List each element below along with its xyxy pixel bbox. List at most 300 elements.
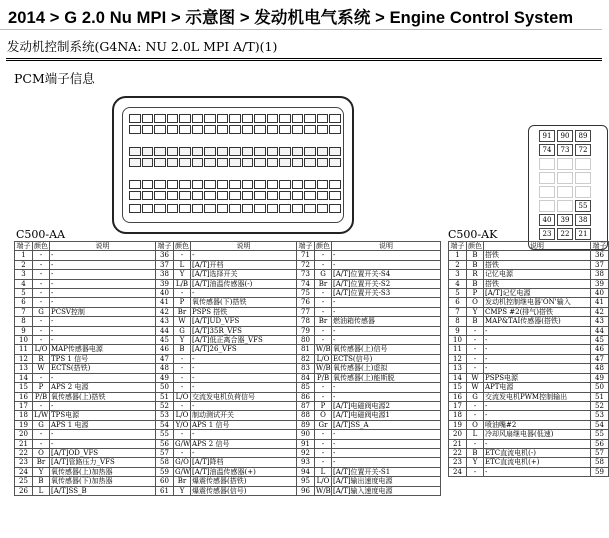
cell-color: G: [33, 420, 50, 429]
cell-desc: [A/T]降档: [191, 458, 297, 467]
connector-pin: [242, 147, 254, 156]
connector-pin: [329, 204, 341, 213]
connector-pin: [279, 158, 291, 167]
cell-color: L/B: [174, 279, 191, 288]
cell-color: L: [33, 486, 50, 495]
cell-color: W/B: [316, 486, 331, 495]
cell-color: -: [467, 364, 484, 373]
cell-pin: 56: [591, 439, 609, 448]
cell-desc: -: [484, 345, 591, 354]
cell-desc: -: [332, 439, 441, 448]
cell-desc: [A/T]管路压力_VFS: [50, 458, 156, 467]
connector-b-pin: [557, 200, 573, 212]
cell-pin: 14: [449, 373, 467, 382]
cell-desc: 燃油箱传感器: [332, 317, 441, 326]
table-header-row: [449, 242, 609, 251]
pin-row: [129, 125, 341, 134]
connector-pin: [242, 191, 254, 200]
cell-pin: 2: [15, 260, 33, 269]
cell-color: -: [315, 326, 332, 335]
cell-pin: 13: [449, 364, 467, 373]
cell-pin: 37: [156, 260, 174, 269]
cell-pin: 12: [15, 354, 33, 363]
cell-pin: 46: [156, 345, 174, 354]
cell-color: -: [174, 364, 191, 373]
cell-pin: 22: [15, 448, 33, 457]
connector-pin: [254, 191, 266, 200]
cell-desc: ETC直流电机(+): [484, 458, 591, 467]
connector-pin: [267, 180, 279, 189]
cell-desc: 搭铁: [484, 251, 591, 260]
cell-color: Br: [315, 317, 332, 326]
cell-color: -: [467, 401, 484, 410]
connector-b-pin: 40: [539, 214, 555, 226]
color-header: 颜色: [316, 242, 330, 250]
connector-pin: [192, 147, 204, 156]
cell-color: P/B: [315, 373, 332, 382]
cell-color: Y/O: [174, 420, 191, 429]
cell-pin: 17: [15, 401, 33, 410]
cell-pin: 40: [591, 289, 609, 298]
cell-pin: 86: [297, 392, 315, 401]
cell-desc: APS 2 信号: [191, 439, 297, 448]
table-row: [15, 354, 441, 363]
cell-pin: 38: [591, 270, 609, 279]
cell-desc: 氧传感器(上)虚拟: [332, 364, 441, 373]
cell-desc: -: [50, 373, 156, 382]
cell-pin: 50: [156, 383, 174, 392]
cell-color: L/W: [34, 411, 49, 420]
cell-pin: 36: [156, 251, 174, 260]
cell-desc: CMPS #2(排气)搭铁: [484, 307, 591, 316]
cell-pin: 54: [156, 420, 174, 429]
cell-desc: [A/T]油温传感器(-): [191, 279, 297, 288]
cell-desc: -: [332, 458, 441, 467]
cell-pin: 21: [449, 439, 467, 448]
cell-pin: 9: [449, 326, 467, 335]
connector-pin: [317, 204, 329, 213]
cell-color: -: [33, 430, 50, 439]
cell-pin: 19: [15, 420, 33, 429]
cell-desc: -: [332, 307, 441, 316]
cell-desc: -: [50, 289, 156, 298]
cell-pin: 47: [591, 354, 609, 363]
table-row: [449, 420, 609, 429]
cell-pin: 22: [449, 448, 467, 457]
connector-pin: [142, 147, 154, 156]
cell-color: L/O: [315, 354, 332, 363]
connector-pin: [179, 158, 191, 167]
cell-color: O: [467, 298, 484, 307]
connector-b-pin: 39: [557, 214, 573, 226]
connector-pin: [317, 125, 329, 134]
connector-pin: [129, 147, 141, 156]
cell-desc: APS 2 电源: [50, 383, 156, 392]
cell-pin: 78: [297, 317, 315, 326]
cell-color: O: [315, 411, 332, 420]
connector-pin: [167, 158, 179, 167]
table-row: [449, 430, 609, 439]
cell-pin: 15: [449, 383, 467, 392]
connector-pin: [154, 125, 166, 134]
cell-color: -: [467, 336, 484, 345]
cell-desc: -: [332, 260, 441, 269]
cell-desc: [A/T]油温传感器(+): [191, 467, 297, 476]
cell-desc: -: [191, 289, 297, 298]
cell-color: P: [174, 298, 191, 307]
cell-desc: [A/T]位置开关-S4: [332, 270, 441, 279]
cell-color: B: [33, 477, 50, 486]
cell-desc: -: [484, 354, 591, 363]
cell-pin: 48: [156, 364, 174, 373]
table-row: [15, 307, 441, 316]
connector-pin: [304, 147, 316, 156]
cell-pin: 73: [297, 270, 315, 279]
cell-color: -: [315, 260, 332, 269]
cell-pin: 42: [156, 307, 174, 316]
connector-pin: [154, 191, 166, 200]
cell-desc: 记忆电源: [484, 270, 591, 279]
cell-desc: 冷却风扇继电器(低速): [484, 430, 591, 439]
connector-pin: [154, 204, 166, 213]
connector-pin: [317, 114, 329, 123]
connector-pin: [292, 114, 304, 123]
cell-color: L: [315, 467, 332, 476]
table-row: [449, 448, 609, 457]
cell-pin: 43: [156, 317, 174, 326]
cell-pin: 3: [15, 270, 33, 279]
cell-pin: 74: [297, 279, 315, 288]
connector-pin: [217, 158, 229, 167]
table-row: [449, 279, 609, 288]
cell-pin: 20: [449, 430, 467, 439]
cell-desc: -: [50, 326, 156, 335]
cell-desc: -: [191, 364, 297, 373]
cell-pin: 8: [449, 317, 467, 326]
cell-pin: 53: [591, 411, 609, 420]
cell-pin: 49: [591, 373, 609, 382]
cell-color: -: [33, 279, 50, 288]
connector-b-pin: [539, 172, 555, 184]
table-row: [15, 270, 441, 279]
cell-pin: 4: [15, 279, 33, 288]
connector-b-pin: 91: [539, 130, 555, 142]
connector-pin: [217, 114, 229, 123]
table-row: [449, 411, 609, 420]
cell-color: -: [174, 401, 191, 410]
cell-desc: [A/T]开档: [191, 260, 297, 269]
cell-desc: [A/T]输入速度电源: [332, 486, 441, 495]
cell-pin: 89: [297, 420, 315, 429]
desc-header: 说明: [191, 242, 297, 251]
cell-pin: 55: [156, 430, 174, 439]
connector-pin: [304, 158, 316, 167]
connector-pin: [192, 204, 204, 213]
header-bar: [0, 0, 602, 30]
cell-color: -: [315, 439, 332, 448]
cell-color: B: [467, 448, 484, 457]
table-row: [15, 326, 441, 335]
cell-color: -: [315, 336, 332, 345]
cell-color: Y: [467, 458, 484, 467]
pin-header: 端子: [450, 242, 465, 250]
cell-desc: -: [50, 260, 156, 269]
cell-pin: 57: [591, 448, 609, 457]
cell-desc: [A/T]26_VFS: [191, 345, 297, 354]
connector-pin: [192, 114, 204, 123]
connector-pin: [204, 125, 216, 134]
connector-pin: [329, 180, 341, 189]
cell-desc: -: [332, 392, 441, 401]
connector-pin: [254, 158, 266, 167]
cell-color: B: [467, 279, 484, 288]
connector-pin: [167, 125, 179, 134]
cell-color: -: [315, 307, 332, 316]
connector-b-pin: [575, 172, 591, 184]
connector-pin: [279, 191, 291, 200]
connector-pin: [254, 180, 266, 189]
cell-desc: -: [191, 251, 297, 260]
section-title: PCM端子信息: [14, 71, 95, 86]
cell-desc: 交流发电机负荷信号: [191, 392, 297, 401]
table-row: [15, 364, 441, 373]
connector-pin: [167, 204, 179, 213]
cell-desc: -: [484, 336, 591, 345]
connector-b-pin: 22: [557, 228, 573, 240]
connector-b-pin: [575, 158, 591, 170]
cell-pin: 25: [15, 477, 33, 486]
cell-desc: [A/T]SS_B: [50, 486, 156, 495]
cell-desc: -: [484, 439, 591, 448]
cell-color: -: [33, 326, 50, 335]
cell-color: Br: [174, 477, 191, 486]
cell-desc: 交流发电机PWM控制输出: [484, 392, 591, 401]
table-row: [15, 345, 441, 354]
cell-desc: -: [484, 411, 591, 420]
cell-pin: 14: [15, 373, 33, 382]
cell-pin: 9: [15, 326, 33, 335]
table-row: [449, 373, 609, 382]
cell-pin: 2: [449, 260, 467, 269]
connector-pin: [229, 114, 241, 123]
table-row: [15, 477, 441, 486]
connector-b-pin: 21: [575, 228, 591, 240]
cell-color: -: [467, 467, 484, 476]
cell-pin: 72: [297, 260, 315, 269]
cell-color: -: [315, 383, 332, 392]
cell-color: B: [467, 317, 484, 326]
table-row: [15, 430, 441, 439]
cell-pin: 77: [297, 307, 315, 316]
connector-pin: [129, 158, 141, 167]
cell-pin: 10: [15, 336, 33, 345]
cell-pin: 51: [591, 392, 609, 401]
cell-color: -: [174, 373, 191, 382]
table-row: [449, 467, 609, 476]
connector-b-pin: [557, 186, 573, 198]
connector-pin: [192, 180, 204, 189]
connector-pin: [254, 147, 266, 156]
cell-pin: 52: [156, 401, 174, 410]
connector-pin: [229, 147, 241, 156]
cell-desc: ETC直流电机(-): [484, 448, 591, 457]
connector-b-pin: 55: [575, 200, 591, 212]
table-row: [449, 401, 609, 410]
connector-pin: [229, 158, 241, 167]
cell-color: -: [33, 439, 50, 448]
cell-desc: -: [191, 401, 297, 410]
cell-color: B: [467, 260, 484, 269]
connector-pin: [254, 125, 266, 134]
cell-color: P/B: [33, 392, 50, 401]
cell-color: L: [467, 430, 484, 439]
connector-pin: [204, 204, 216, 213]
cell-desc: -: [332, 430, 441, 439]
connector-b-pin: 90: [557, 130, 573, 142]
connector-pin: [304, 180, 316, 189]
connector-pin: [304, 191, 316, 200]
connector-pin: [329, 114, 341, 123]
cell-pin: 60: [156, 477, 174, 486]
connector-pin: [254, 114, 266, 123]
table-row: [449, 392, 609, 401]
connector-pin: [229, 204, 241, 213]
cell-color: -: [174, 354, 191, 363]
cell-color: P: [33, 383, 50, 392]
pin-table-b: [448, 241, 609, 477]
cell-pin: 53: [156, 411, 174, 420]
cell-color: -: [33, 336, 50, 345]
cell-desc: [A/T]UD_VFS: [191, 317, 297, 326]
connector-b-pin: 74: [539, 144, 555, 156]
cell-color: R: [467, 270, 484, 279]
cell-color: -: [174, 383, 191, 392]
cell-desc: -: [332, 251, 441, 260]
connector-pin: [192, 191, 204, 200]
table-row: [449, 326, 609, 335]
connector-pin: [204, 158, 216, 167]
connector-a-diagram: [112, 96, 354, 234]
cell-pin: 16: [15, 392, 33, 401]
cell-color: W: [467, 373, 484, 382]
table-row: [15, 392, 441, 401]
cell-desc: APT电源: [484, 383, 591, 392]
cell-desc: [A/T]位置开关-S2: [332, 279, 441, 288]
cell-desc: [A/T]OD_VFS: [50, 448, 156, 457]
connector-pin: [217, 180, 229, 189]
cell-color: W: [467, 383, 484, 392]
cell-color: -: [315, 289, 332, 298]
table-row: [15, 373, 441, 382]
connector-b-pin: [557, 158, 573, 170]
table-row: [449, 439, 609, 448]
connector-pin: [279, 204, 291, 213]
pin-header: 端子: [592, 242, 607, 250]
cell-desc: 氧传感器(下)加热器: [50, 477, 156, 486]
cell-pin: 7: [449, 307, 467, 316]
cell-pin: 43: [591, 317, 609, 326]
cell-pin: 59: [156, 467, 174, 476]
cell-desc: 爆震传感器(信号): [191, 486, 297, 495]
connector-pin: [204, 191, 216, 200]
table-row: [15, 279, 441, 288]
connector-pin: [329, 147, 341, 156]
connector-pin: [279, 114, 291, 123]
cell-desc: 爆震传感器(搭铁): [191, 477, 297, 486]
cell-pin: 71: [297, 251, 315, 260]
cell-pin: 7: [15, 307, 33, 316]
cell-color: L/O: [174, 392, 191, 401]
cell-color: P: [315, 401, 332, 410]
connector-pin: [217, 204, 229, 213]
pin-row: [129, 114, 341, 123]
cell-desc: ECTS(搭铁): [50, 364, 156, 373]
cell-pin: 5: [15, 289, 33, 298]
cell-desc: [A/T]35R_VFS: [191, 326, 297, 335]
cell-desc: [A/T]位置开关-S3: [332, 289, 441, 298]
breadcrumb[interactable]: 2014 > G 2.0 Nu MPI > 示意图 > 发动机电气系统 > Engine Control System: [8, 9, 574, 27]
cell-color: G: [467, 392, 484, 401]
connector-pin: [179, 125, 191, 134]
cell-pin: 49: [156, 373, 174, 382]
cell-color: L: [174, 260, 191, 269]
cell-desc: 氧传感器(上)搭铁: [50, 392, 156, 401]
table-row: [449, 317, 609, 326]
cell-color: -: [315, 251, 332, 260]
cell-color: O: [33, 448, 50, 457]
table-row: [15, 336, 441, 345]
connector-pin: [167, 114, 179, 123]
cell-desc: 发动机控制继电器'ON'输入: [484, 298, 591, 307]
desc-header: 说明: [50, 242, 156, 251]
connector-pin: [229, 125, 241, 134]
connector-pin: [242, 204, 254, 213]
cell-pin: 23: [15, 458, 33, 467]
cell-desc: [A/T]低正离合器_VFS: [191, 336, 297, 345]
connector-pin: [142, 191, 154, 200]
cell-desc: [A/T]电磁阀电源2: [332, 401, 441, 410]
cell-pin: 75: [297, 289, 315, 298]
connector-pin: [329, 125, 341, 134]
cell-pin: 94: [297, 467, 315, 476]
cell-pin: 84: [297, 373, 315, 382]
cell-color: -: [174, 289, 191, 298]
pin-row: [129, 158, 341, 167]
connector-pin: [142, 114, 154, 123]
cell-color: -: [315, 298, 332, 307]
table-row: [449, 458, 609, 467]
cell-color: Y: [467, 307, 484, 316]
cell-pin: 6: [15, 298, 33, 307]
cell-color: Y: [33, 467, 50, 476]
table-header-row: [15, 242, 441, 251]
cell-desc: -: [484, 364, 591, 373]
cell-pin: 17: [449, 401, 467, 410]
pin-row: [129, 191, 341, 200]
cell-pin: 26: [15, 486, 33, 495]
connector-pin: [192, 125, 204, 134]
table-row: [449, 289, 609, 298]
cell-pin: 42: [591, 307, 609, 316]
cell-pin: 56: [156, 439, 174, 448]
cell-desc: ECTS(信号): [332, 354, 441, 363]
cell-color: W/B: [316, 364, 331, 373]
connector-b-pin: [575, 186, 591, 198]
cell-pin: 36: [591, 251, 609, 260]
cell-desc: -: [484, 401, 591, 410]
table-row: [449, 383, 609, 392]
pin-row: [129, 147, 341, 156]
